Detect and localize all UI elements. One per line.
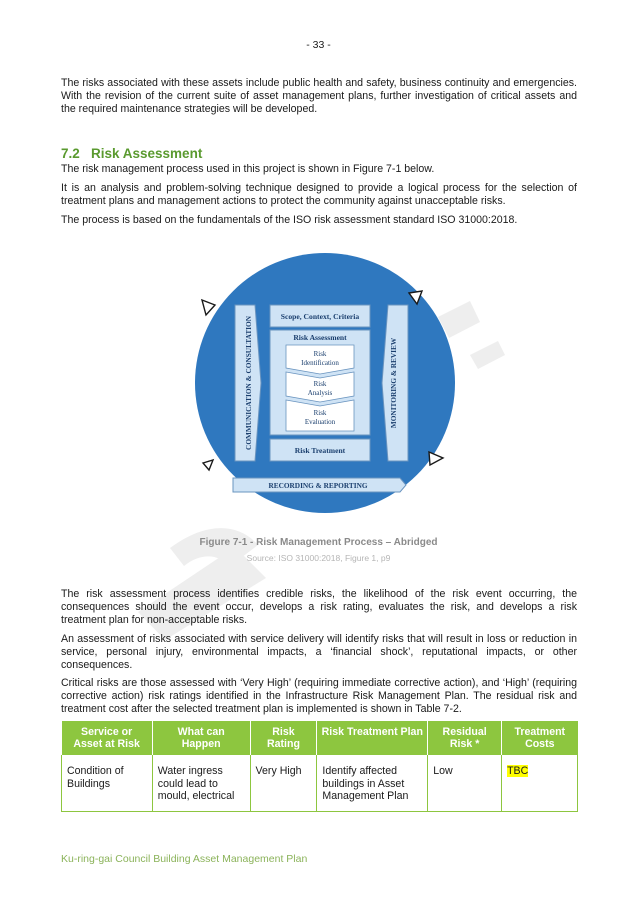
section-title: Risk Assessment <box>91 146 203 161</box>
evaluation-label: Risk <box>313 409 327 417</box>
body-paragraph: The risk assessment process identifies credible risks, the likelihood of the risk event occurring, the consequences should the event occur, develops a risk rating, evaluates the risk, and develops a risk treatment plan for non-acceptable risks. <box>61 588 577 626</box>
risk-management-process-diagram <box>195 253 455 513</box>
analysis-label: Analysis <box>307 389 333 397</box>
cycle-arrow-icon <box>202 300 215 315</box>
treatment-label: Risk Treatment <box>294 446 346 455</box>
cycle-arrow-icon <box>203 460 213 470</box>
identification-label: Risk <box>313 350 327 358</box>
section-number: 7.2 <box>61 146 80 161</box>
intro-paragraph: The risks associated with these assets include public health and safety, business continuity and emergencies. With the revision of the current suite of asset management plans, further investigation of critical assets and the required maintenance strategies will be developed. <box>61 77 577 115</box>
document-footer: Ku-ring-gai Council Building Asset Management Plan <box>61 853 308 865</box>
communication-label: COMMUNICATION & CONSULTATION <box>244 316 253 450</box>
column-header: Risk Treatment Plan <box>317 721 428 755</box>
section-paragraph: The process is based on the fundamentals of the ISO risk assessment standard ISO 31000:2018. <box>61 214 518 226</box>
figure-caption: Figure 7-1 - Risk Management Process – Abridged <box>199 537 438 548</box>
monitoring-label: MONITORING & REVIEW <box>389 337 398 429</box>
section-heading <box>61 146 202 161</box>
table-cell: Condition of Buildings <box>62 755 153 812</box>
figure-source: Source: ISO 31000:2018, Figure 1, p9 <box>246 553 391 563</box>
analysis-label: Risk <box>313 380 327 388</box>
recording-label: RECORDING & REPORTING <box>268 481 368 490</box>
table-header-row <box>62 721 578 755</box>
table-cell: Very High <box>250 755 317 812</box>
page-number: - 33 - <box>306 39 331 51</box>
table-cell: Identify affected buildings in Asset Management Plan <box>317 755 428 812</box>
assessment-label: Risk Assessment <box>293 333 347 342</box>
risk-table <box>61 721 578 812</box>
table-cell-treatment-cost <box>502 755 578 812</box>
section-paragraph: It is an analysis and problem-solving technique designed to provide a logical process for the selection of treatment plans and management actions to protect the community against unacceptable risks. <box>61 182 577 207</box>
scope-label: Scope, Context, Criteria <box>280 312 360 321</box>
evaluation-label: Evaluation <box>304 418 336 426</box>
column-header: Treatment Costs <box>502 721 578 755</box>
column-header: Risk Rating <box>250 721 317 755</box>
cycle-arrow-icon <box>429 452 443 465</box>
table-cell: Low <box>428 755 502 812</box>
body-paragraph: An assessment of risks associated with service delivery will identify risks that will result in loss or reduction in service, personal injury, environmental impacts, a ‘financial shock’, reputational impacts, or other consequences. <box>61 633 577 671</box>
body-paragraph: Critical risks are those assessed with ‘Very High’ (requiring immediate corrective action), and ‘High’ (requiring corrective action) risk ratings identified in the Infrastructure Risk Management Plan. The residual risk and treatment cost after the selected treatment plan is implemented is shown in Table 7-2. <box>61 677 577 715</box>
identification-label: Identification <box>301 359 339 367</box>
column-header: What can Happen <box>152 721 250 755</box>
table-row <box>62 755 578 812</box>
highlighted-value: TBC <box>507 765 529 777</box>
section-paragraph: The risk management process used in this project is shown in Figure 7-1 below. <box>61 163 435 175</box>
column-header: Service or Asset at Risk <box>62 721 153 755</box>
column-header: Residual Risk * <box>428 721 502 755</box>
table-cell: Water ingress could lead to mould, electrical <box>152 755 250 812</box>
